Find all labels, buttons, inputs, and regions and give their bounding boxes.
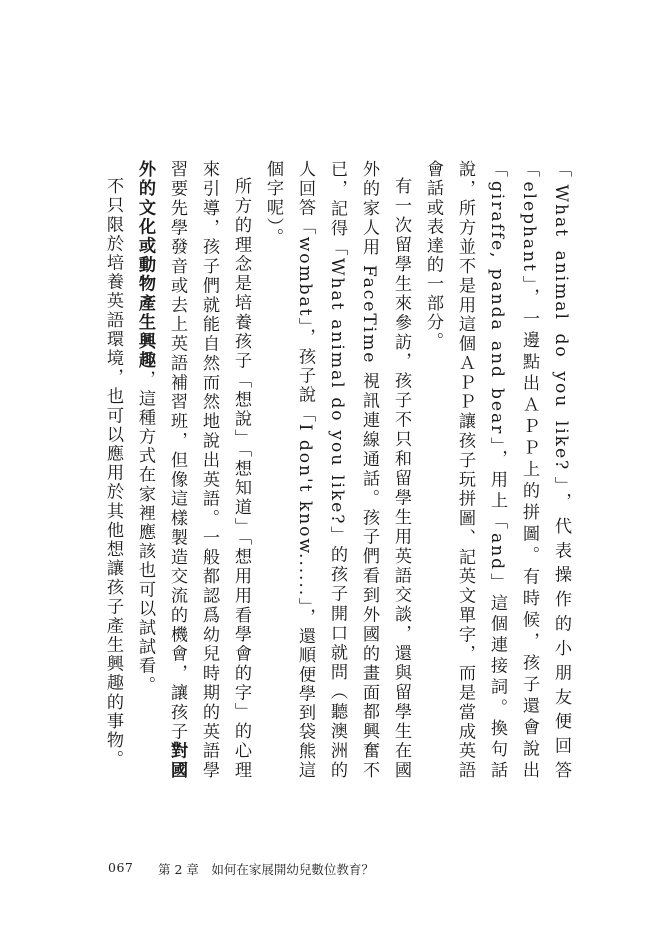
bold-text-run: 對國外的文化或動物產生興趣 <box>135 160 187 780</box>
text-run: 所方的理念是培養孩子「想說」「想知道」「想用用看學會的字」的心理來引導，孩子們就能自然而然地說出英語。一般都認爲幼兒時期的英語學習要先學發音或去上英語補習班，但像這樣製造交流的機會，讓孩子 <box>167 160 251 780</box>
paragraph <box>129 160 257 780</box>
page-number: 067 <box>108 860 134 875</box>
text-run: 「What animal do you like?」，代表操作的小朋友便回答「elephant」，一邊點出ＡＰＰ上的拼圖。有時候，孩子還會說出「giraffe, panda and bear」，用上「and」這個連接詞。換句話說，所方並不是用這個ＡＰＰ讓孩子玩拼圖、記英文單字，而是當成英語會話或表達的一部分。 <box>423 160 571 780</box>
paragraph <box>97 160 129 780</box>
paragraph <box>417 160 577 780</box>
paragraph <box>257 160 417 780</box>
vertical-body-text <box>57 160 577 780</box>
page-footer <box>108 860 603 880</box>
chapter-title: 第 2 章 如何在家展開幼兒數位教育？ <box>158 862 374 877</box>
text-run: 不只限於培養英語環境，也可以應用於其他想讓孩子產生興趣的事物。 <box>103 177 123 770</box>
text-run: ，這種方式在家裡應該也可以試試看。 <box>135 370 155 695</box>
text-run: 有一次留學生來參訪，孩子不只和留學生用英語交談，還與留學生在國外的家人用 FaceTime 視訊連線通話。孩子們看到外國的畫面都興奮不已，記得「What animal do you like?」的孩子開口就問（聽澳洲的人回答「wombat」，孩子說「I don't know......」，還順便學到袋熊這個字呢）。 <box>263 160 411 780</box>
